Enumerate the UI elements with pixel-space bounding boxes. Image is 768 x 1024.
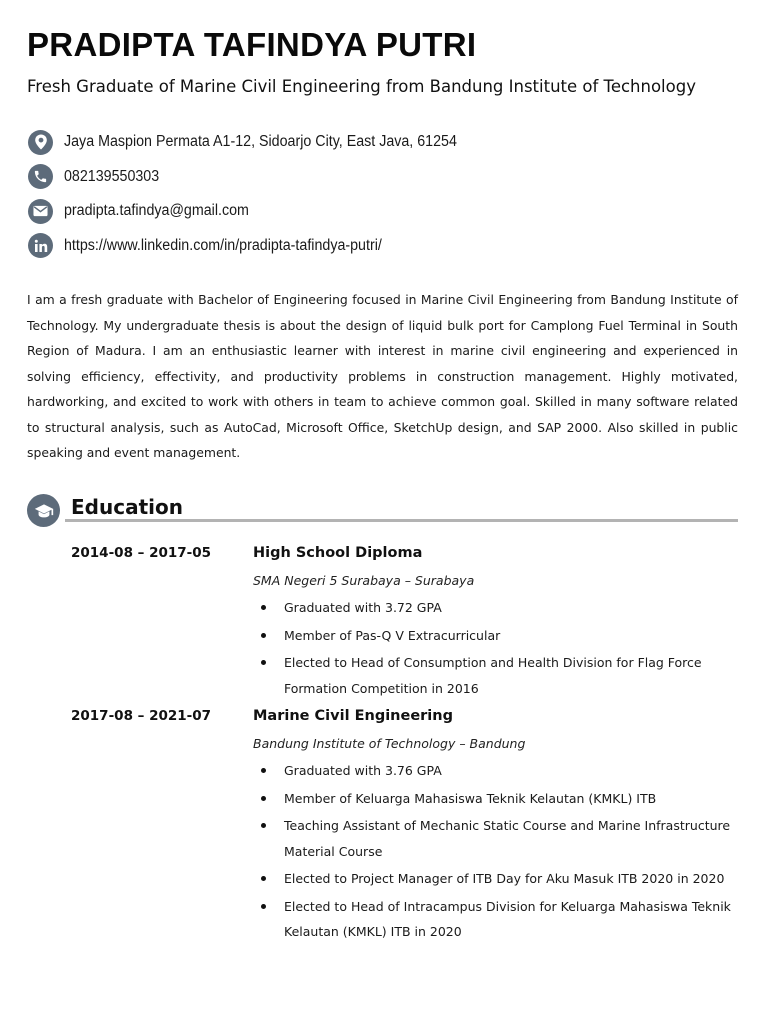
education-section-header	[27, 492, 738, 528]
contact-email[interactable]	[28, 194, 491, 229]
contact-linkedin-link[interactable]: https://www.linkedin.com/in/pradipta-tafindya-putri/	[64, 236, 382, 254]
resume-subtitle: Fresh Graduate of Marine Civil Engineering from Bandung Institute of Technology	[27, 77, 696, 96]
list-item: Graduated with 3.76 GPA	[253, 758, 738, 784]
phone-icon	[28, 164, 53, 189]
list-item: Elected to Project Manager of ITB Day for Aku Masuk ITB 2020 in 2020	[253, 866, 738, 892]
education-bullets	[253, 595, 738, 703]
location-icon	[28, 130, 53, 155]
contact-address-text: Jaya Maspion Permata A1-12, Sidoarjo City, East Java, 61254	[64, 133, 457, 151]
list-item: Graduated with 3.72 GPA	[253, 595, 738, 621]
list-item: Teaching Assistant of Mechanic Static Course and Marine Infrastructure Material Course	[253, 813, 738, 864]
contact-linkedin[interactable]	[28, 229, 491, 264]
profile-summary: I am a fresh graduate with Bachelor of Engineering focused in Marine Civil Engineering from Bandung Institute of Technology. My undergraduate thesis is about the design of liquid bulk port for Camplong Fuel Terminal in South Region of Madura. I am an enthusiastic learner with interest in marine civil engineering and experienced in solving efficiency, effectivity, and productivity problems in construction management. Highly motivated, hardworking, and excited to work with others in team to achieve common goal. Skilled in many software related to structural analysis, such as AutoCad, Microsoft Office, SketchUp design, and SAP 2000. Also skilled in public speaking and event management.	[27, 292, 738, 460]
education-school: Bandung Institute of Technology – Bandung	[253, 736, 526, 751]
contact-address	[28, 125, 491, 160]
list-item: Member of Keluarga Mahasiswa Teknik Kelautan (KMKL) ITB	[253, 786, 738, 812]
list-item: Member of Pas-Q V Extracurricular	[253, 623, 738, 649]
section-divider	[65, 519, 738, 522]
contact-email-text[interactable]: pradipta.tafindya@gmail.com	[64, 202, 249, 220]
education-dates: 2017-08 – 2021-07	[71, 708, 212, 724]
linkedin-icon	[28, 233, 53, 258]
education-degree: High School Diploma	[253, 545, 423, 561]
contact-list	[28, 125, 491, 263]
education-dates: 2014-08 – 2017-05	[71, 545, 212, 561]
contact-phone	[28, 160, 491, 195]
contact-phone-text: 082139550303	[64, 167, 160, 185]
email-icon	[28, 199, 53, 224]
education-school: SMA Negeri 5 Surabaya – Surabaya	[253, 573, 475, 588]
graduation-cap-icon	[27, 494, 60, 527]
education-bullets	[253, 758, 738, 947]
resume-name: PRADIPTA TAFINDYA PUTRI	[27, 26, 477, 63]
education-degree: Marine Civil Engineering	[253, 708, 453, 724]
list-item: Elected to Head of Consumption and Health Division for Flag Force Formation Competition in 2016	[253, 650, 738, 701]
education-title: Education	[71, 495, 183, 519]
list-item: Elected to Head of Intracampus Division for Keluarga Mahasiswa Teknik Kelautan (KMKL) ITB in 2020	[253, 894, 738, 945]
